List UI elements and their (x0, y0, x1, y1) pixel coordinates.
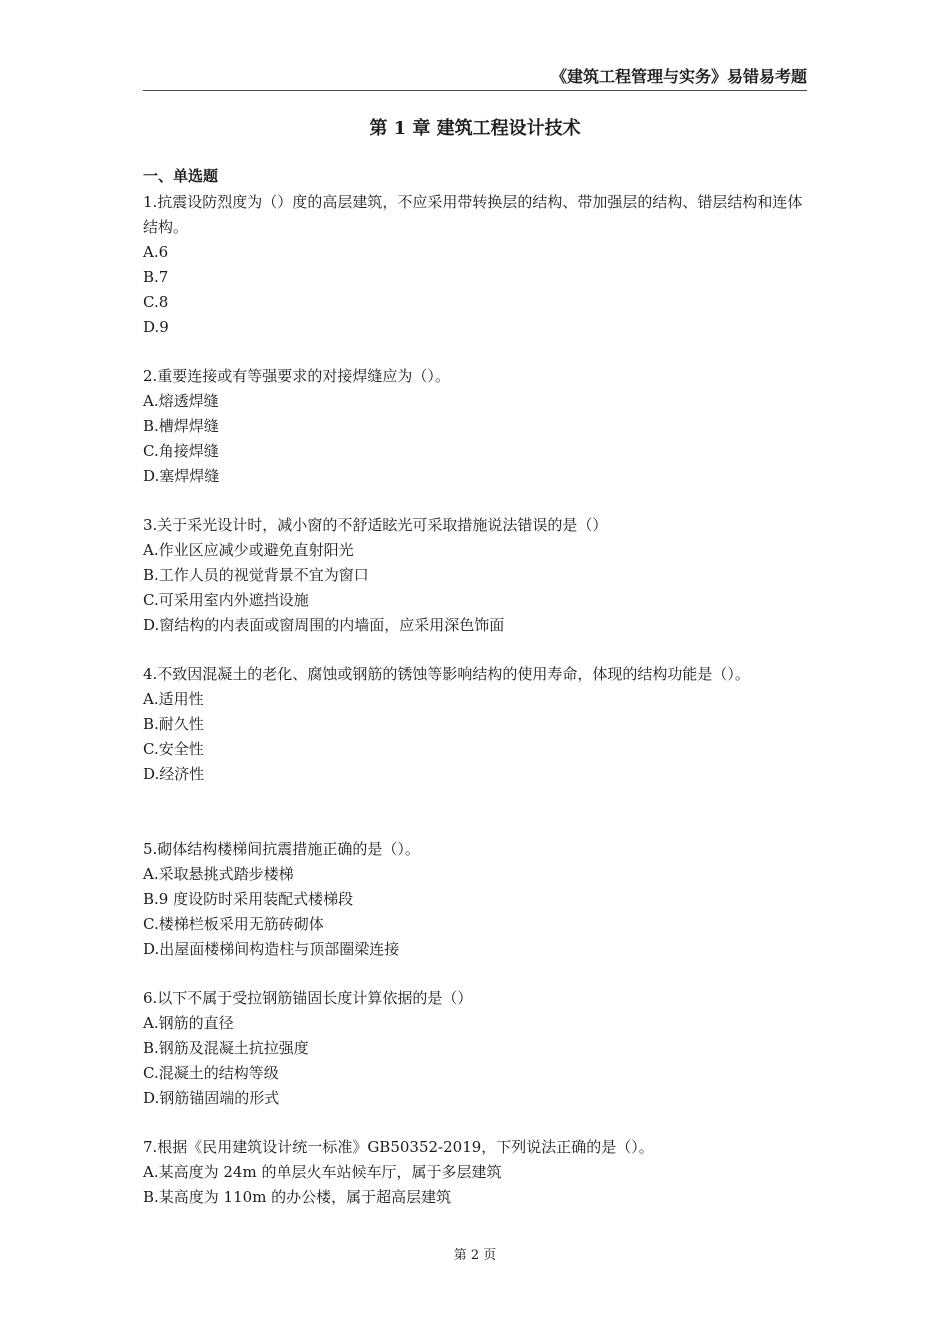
question-6-stem: 6.以下不属于受拉钢筋锚固长度计算依据的是（） (143, 989, 473, 1007)
question-4-option-a: A.适用性 (143, 690, 204, 708)
page-header (143, 66, 807, 91)
question-3-option-c: C.可采用室内外遮挡设施 (143, 591, 309, 609)
question-5-option-c: C.楼梯栏板采用无筋砖砌体 (143, 915, 324, 933)
question-4-stem: 4.不致因混凝土的老化、腐蚀或钢筋的锈蚀等影响结构的使用寿命，体现的结构功能是（）。 (143, 665, 750, 683)
chapter-title: 第 1 章 建筑工程设计技术 (369, 118, 581, 139)
question-2-option-d: D.塞焊焊缝 (143, 467, 220, 485)
question-2-option-c: C.角接焊缝 (143, 442, 219, 460)
question-7-option-a: A.某高度为 24m 的单层火车站候车厅，属于多层建筑 (143, 1163, 502, 1181)
question-1-option-b: B.7 (143, 268, 169, 286)
document-title: 《建筑工程管理与实务》易错易考题 (550, 67, 807, 86)
question-6-option-c: C.混凝土的结构等级 (143, 1064, 279, 1082)
question-1-option-c: C.8 (143, 293, 169, 311)
question-6-option-a: A.钢筋的直径 (143, 1014, 234, 1032)
question-7-option-b: B.某高度为 110m 的办公楼，属于超高层建筑 (143, 1188, 452, 1206)
question-3-option-b: B.工作人员的视觉背景不宜为窗口 (143, 566, 369, 584)
question-5-option-a: A.采取悬挑式踏步楼梯 (143, 865, 294, 883)
question-6-option-d: D.钢筋锚固端的形式 (143, 1089, 280, 1107)
question-2-option-b: B.槽焊焊缝 (143, 417, 219, 435)
question-1-option-a: A.6 (143, 243, 169, 261)
question-4-option-c: C.安全性 (143, 740, 204, 758)
question-2-option-a: A.熔透焊缝 (143, 392, 219, 410)
question-1-option-d: D.9 (143, 318, 169, 336)
question-5-option-b: B.9 度设防时采用装配式楼梯段 (143, 890, 354, 908)
question-3-stem: 3.关于采光设计时，减小窗的不舒适眩光可采取措施说法错误的是（） (143, 516, 608, 534)
section-heading: 一、单选题 (143, 167, 219, 185)
question-5-option-d: D.出屋面楼梯间构造柱与顶部圈梁连接 (143, 940, 400, 958)
question-7-stem: 7.根据《民用建筑设计统一标准》GB50352-2019，下列说法正确的是（）。 (143, 1138, 654, 1156)
question-3-option-a: A.作业区应减少或避免直射阳光 (143, 541, 354, 559)
question-2-stem: 2.重要连接或有等强要求的对接焊缝应为（）。 (143, 367, 450, 385)
question-5-stem: 5.砌体结构楼梯间抗震措施正确的是（）。 (143, 840, 420, 858)
question-1-stem: 1.抗震设防烈度为（）度的高层建筑，不应采用带转换层的结构、带加强层的结构、错层结构和连体结构。 (143, 193, 803, 236)
page-number: 第 2 页 (453, 1248, 497, 1263)
question-4-option-b: B.耐久性 (143, 715, 204, 733)
question-4-option-d: D.经济性 (143, 765, 205, 783)
question-3-option-d: D.窗结构的内表面或窗周围的内墙面，应采用深色饰面 (143, 616, 505, 634)
question-6-option-b: B.钢筋及混凝土抗拉强度 (143, 1039, 309, 1057)
